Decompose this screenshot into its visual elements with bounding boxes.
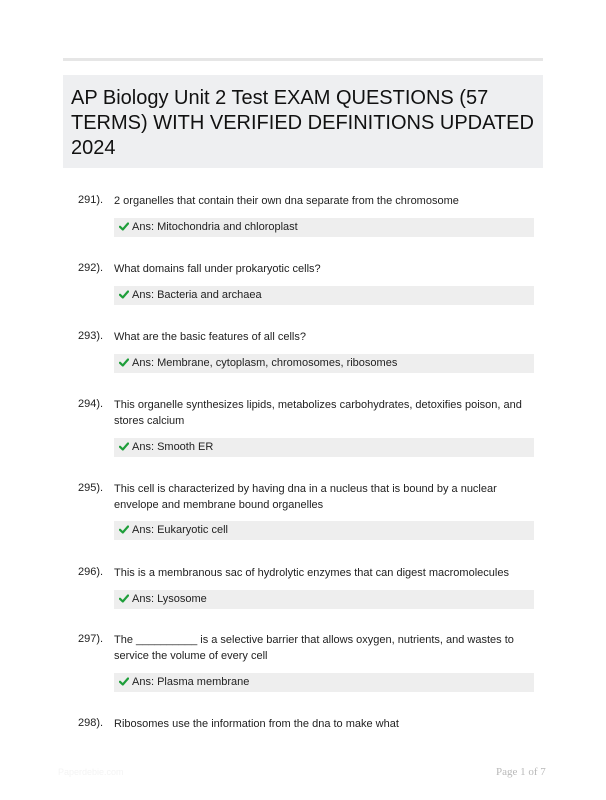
question-text: 2 organelles that contain their own dna separate from the chromosome <box>114 195 459 207</box>
page-number: Page 1 of 7 <box>496 766 546 778</box>
question-text: Ribosomes use the information from the dna to make what <box>114 718 399 730</box>
question-text: What are the basic features of all cells? <box>114 331 306 343</box>
answer-box <box>114 521 534 540</box>
question-number: 298). <box>78 717 104 729</box>
answer-text: Ans: Bacteria and archaea <box>132 289 262 301</box>
checkmark-icon <box>119 358 128 367</box>
question-text: This is a membranous sac of hydrolytic enzymes that can digest macromolecules <box>114 567 509 579</box>
question-text: The __________ is a selective barrier that allows oxygen, nutrients, and wastes to service the volume of every cell <box>114 634 514 662</box>
answer-box <box>114 286 534 305</box>
question-number: 291). <box>78 194 104 206</box>
checkmark-icon <box>119 222 128 231</box>
question-text: This cell is characterized by having dna in a nucleus that is bound by a nuclear envelope and membrane bound organelles <box>114 483 497 511</box>
question-text: What domains fall under prokaryotic cells? <box>114 263 321 275</box>
answer-text: Ans: Eukaryotic cell <box>132 524 228 536</box>
answer-box <box>114 218 534 237</box>
checkmark-icon <box>119 594 128 603</box>
question-number: 292). <box>78 262 104 274</box>
answer-box <box>114 590 534 609</box>
document-title: AP Biology Unit 2 Test EXAM QUESTIONS (57 TERMS) WITH VERIFIED DEFINITIONS UPDATED 2024 <box>71 87 534 159</box>
checkmark-icon <box>119 525 128 534</box>
answer-text: Ans: Plasma membrane <box>132 676 250 688</box>
top-divider <box>63 58 543 61</box>
answer-text: Ans: Lysosome <box>132 593 207 605</box>
question-number: 295). <box>78 482 104 494</box>
question-number: 294). <box>78 398 104 410</box>
answer-text: Ans: Membrane, cytoplasm, chromosomes, ribosomes <box>132 357 398 369</box>
question-number: 293). <box>78 330 104 342</box>
checkmark-icon <box>119 290 128 299</box>
question-text: This organelle synthesizes lipids, metabolizes carbohydrates, detoxifies poison, and stores calcium <box>114 399 522 427</box>
answer-box <box>114 354 534 373</box>
title-banner <box>63 75 543 168</box>
answer-box <box>114 673 534 692</box>
question-number: 296). <box>78 566 104 578</box>
answer-text: Ans: Smooth ER <box>132 441 214 453</box>
footer-watermark: Paperdebie.com <box>58 767 124 777</box>
checkmark-icon <box>119 442 128 451</box>
question-number: 297). <box>78 633 104 645</box>
checkmark-icon <box>119 677 128 686</box>
answer-box <box>114 438 534 457</box>
answer-text: Ans: Mitochondria and chloroplast <box>132 221 298 233</box>
